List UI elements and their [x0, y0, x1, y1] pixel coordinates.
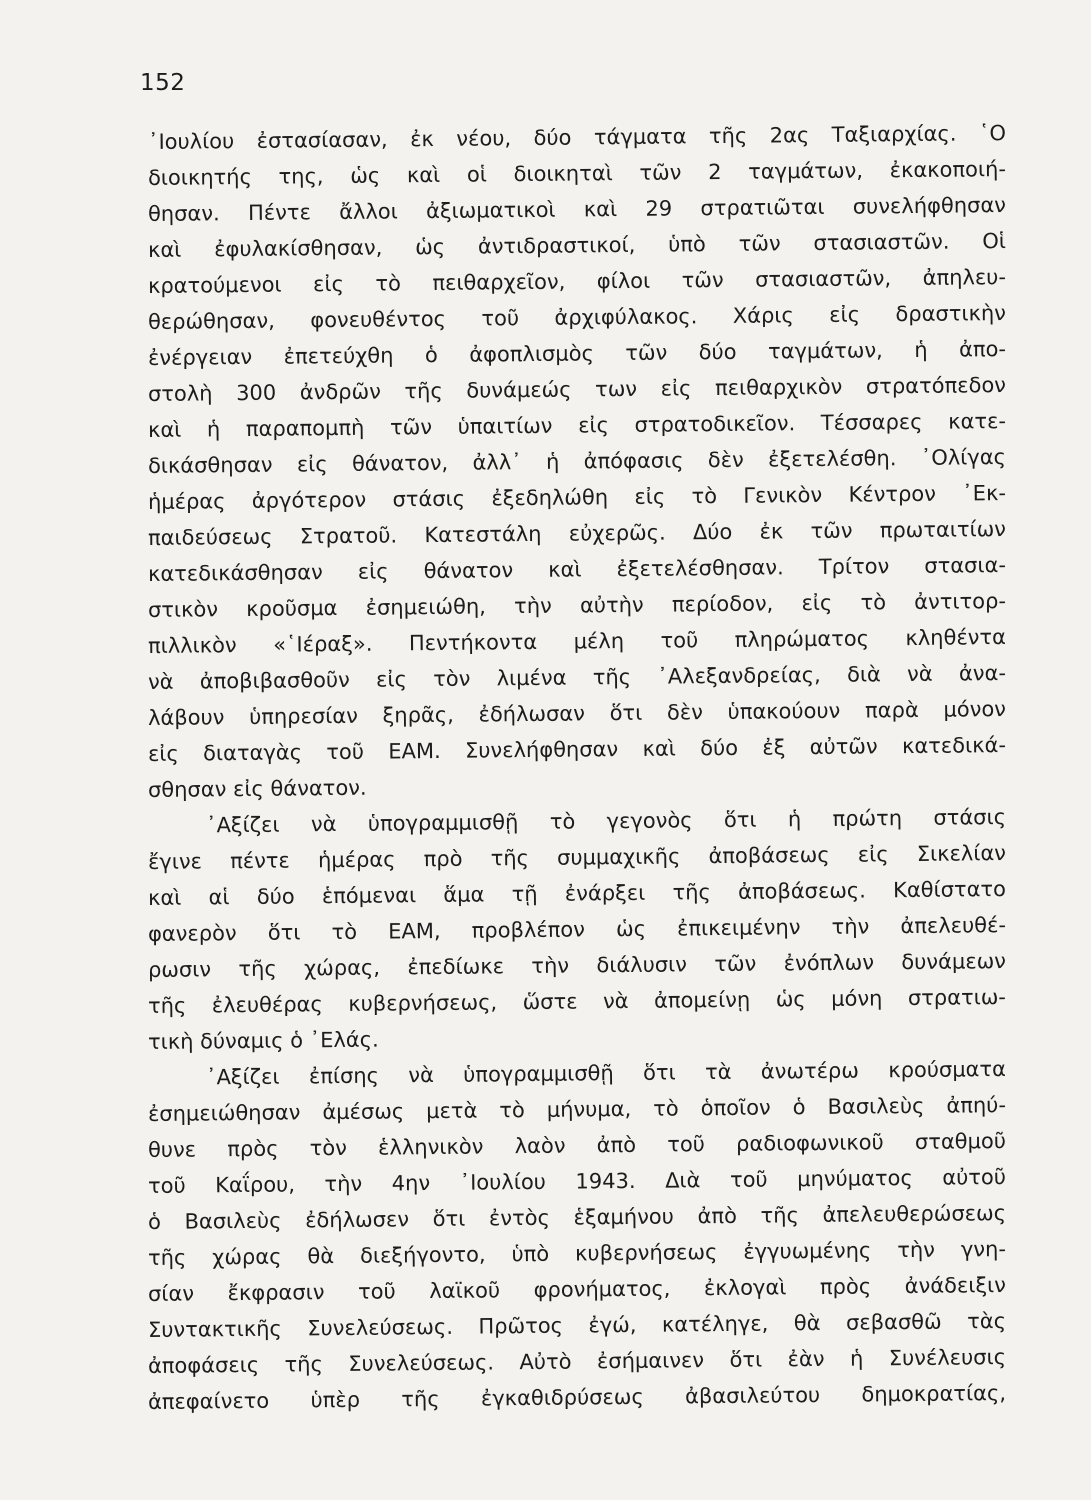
text-line: τῆς ἐλευθέρας κυβερνήσεως, ὥστε νὰ ἀπομείνῃ ὡς μόνη στρατιω-	[147, 985, 1007, 1018]
text-line: ᾿Ιουλίου ἐστασίασαν, ἐκ νέου, δύο τάγματα τῆς 2ας Ταξιαρχίας. ῾Ο	[147, 121, 1007, 154]
text-line: διοικητής της, ὡς καὶ οἱ διοικηταὶ τῶν 2 ταγμάτων, ἐκακοποιή-	[147, 157, 1007, 190]
text-line: ἡμέρας ἀργότερον στάσις ἐξεδηλώθη εἰς τὸ Γενικὸν Κέντρον ᾿Εκ-	[147, 481, 1007, 514]
text-line: παιδεύσεως Στρατοῦ. Κατεστάλη εὐχερῶς. Δύο ἐκ τῶν πρωταιτίων	[147, 517, 1007, 550]
text-line: τοῦ Καΐρου, τὴν 4ην ᾿Ιουλίου 1943. Διὰ τοῦ μηνύματος αὐτοῦ	[147, 1165, 1007, 1198]
text-line: ᾿Αξίζει ἐπίσης νὰ ὑπογραμμισθῇ ὅτι τὰ ἀνωτέρω κρούσματα	[205, 1057, 1007, 1090]
text-line: εἰς διαταγὰς τοῦ ΕΑΜ. Συνελήφθησαν καὶ δύο ἐξ αὐτῶν κατεδικά-	[147, 733, 1007, 766]
text-line: νὰ ἀποβιβασθοῦν εἰς τὸν λιμένα τῆς ᾿Αλεξανδρείας, διὰ νὰ ἀνα-	[147, 661, 1007, 694]
text-line: καὶ ἐφυλακίσθησαν, ὡς ἀντιδραστικοί, ὑπὸ τῶν στασιαστῶν. Οἱ	[147, 229, 1007, 262]
text-line: πιλλικὸν «῾Ιέραξ». Πεντήκοντα μέλη τοῦ πληρώματος κληθέντα	[147, 625, 1007, 658]
text-line: κρατούμενοι εἰς τὸ πειθαρχεῖον, φίλοι τῶν στασιαστῶν, ἀπηλευ-	[147, 265, 1007, 298]
text-line: καὶ αἱ δύο ἑπόμεναι ἅμα τῇ ἐνάρξει τῆς ἀποβάσεως. Καθίστατο	[147, 877, 1007, 910]
text-line: ἀποφάσεις τῆς Συνελεύσεως. Αὐτὸ ἐσήμαινεν ὅτι ἐὰν ἡ Συνέλευσις	[147, 1345, 1007, 1378]
text-line: σθησαν εἰς θάνατον.	[147, 775, 367, 802]
text-line: ρωσιν τῆς χώρας, ἐπεδίωκε τὴν διάλυσιν τῶν ἐνόπλων δυνάμεων	[147, 949, 1007, 982]
text-line: λάβουν ὑπηρεσίαν ξηρᾶς, ἐδήλωσαν ὅτι δὲν ὑπακούουν παρὰ μόνον	[147, 697, 1007, 730]
text-line: τικὴ δύναμις ὁ ᾿Ελάς.	[147, 1027, 379, 1054]
text-line: καὶ ἡ παραπομπὴ τῶν ὑπαιτίων εἰς στρατοδικεῖον. Τέσσαρες κατε-	[147, 409, 1007, 442]
text-line: θησαν. Πέντε ἄλλοι ἀξιωματικοὶ καὶ 29 στρατιῶται συνελήφθησαν	[147, 193, 1007, 226]
text-line: θερώθησαν, φονευθέντος τοῦ ἀρχιφύλακος. Χάρις εἰς δραστικὴν	[147, 301, 1007, 334]
text-line: τῆς χώρας θὰ διεξήγοντο, ὑπὸ κυβερνήσεως ἐγγυωμένης τὴν γνη-	[147, 1237, 1007, 1270]
text-line: δικάσθησαν εἰς θάνατον, ἀλλ᾿ ἡ ἀπόφασις δὲν ἐξετελέσθη. ᾿Ολίγας	[147, 445, 1007, 478]
text-line: ἔγινε πέντε ἡμέρας πρὸ τῆς συμμαχικῆς ἀποβάσεως εἰς Σικελίαν	[147, 841, 1007, 874]
text-line: ᾿Αξίζει νὰ ὑπογραμμισθῇ τὸ γεγονὸς ὅτι ἡ πρώτη στάσις	[205, 805, 1007, 838]
text-line: στολὴ 300 ἀνδρῶν τῆς δυνάμεώς των εἰς πειθαρχικὸν στρατόπεδον	[147, 373, 1007, 406]
text-line: ἐνέργειαν ἐπετεύχθη ὁ ἀφοπλισμὸς τῶν δύο ταγμάτων, ἡ ἀπο-	[147, 337, 1007, 370]
text-line: στικὸν κροῦσμα ἐσημειώθη, τὴν αὐτὴν περίοδον, εἰς τὸ ἀντιτορ-	[147, 589, 1007, 622]
page-number: 152	[140, 70, 186, 96]
text-line: φανερὸν ὅτι τὸ ΕΑΜ, προβλέπον ὡς ἐπικειμένην τὴν ἀπελευθέ-	[147, 913, 1007, 946]
text-line: ὁ Βασιλεὺς ἐδήλωσεν ὅτι ἐντὸς ἑξαμήνου ἀπὸ τῆς ἀπελευθερώσεως	[147, 1201, 1007, 1234]
text-line: ἀπεφαίνετο ὑπὲρ τῆς ἐγκαθιδρύσεως ἀβασιλεύτου δημοκρατίας,	[147, 1381, 1007, 1414]
text-line: θυνε πρὸς τὸν ἑλληνικὸν λαὸν ἀπὸ τοῦ ραδιοφωνικοῦ σταθμοῦ	[147, 1129, 1007, 1162]
text-line: κατεδικάσθησαν εἰς θάνατον καὶ ἐξετελέσθησαν. Τρίτον στασια-	[147, 553, 1007, 586]
text-line: ἐσημειώθησαν ἀμέσως μετὰ τὸ μήνυμα, τὸ ὁποῖον ὁ Βασιλεὺς ἀπηύ-	[147, 1093, 1007, 1126]
text-line: σίαν ἔκφρασιν τοῦ λαϊκοῦ φρονήματος, ἐκλογαὶ πρὸς ἀνάδειξιν	[147, 1273, 1007, 1306]
text-line: Συντακτικῆς Συνελεύσεως. Πρῶτος ἐγώ, κατέληγε, θὰ σεβασθῶ τὰς	[147, 1309, 1007, 1342]
